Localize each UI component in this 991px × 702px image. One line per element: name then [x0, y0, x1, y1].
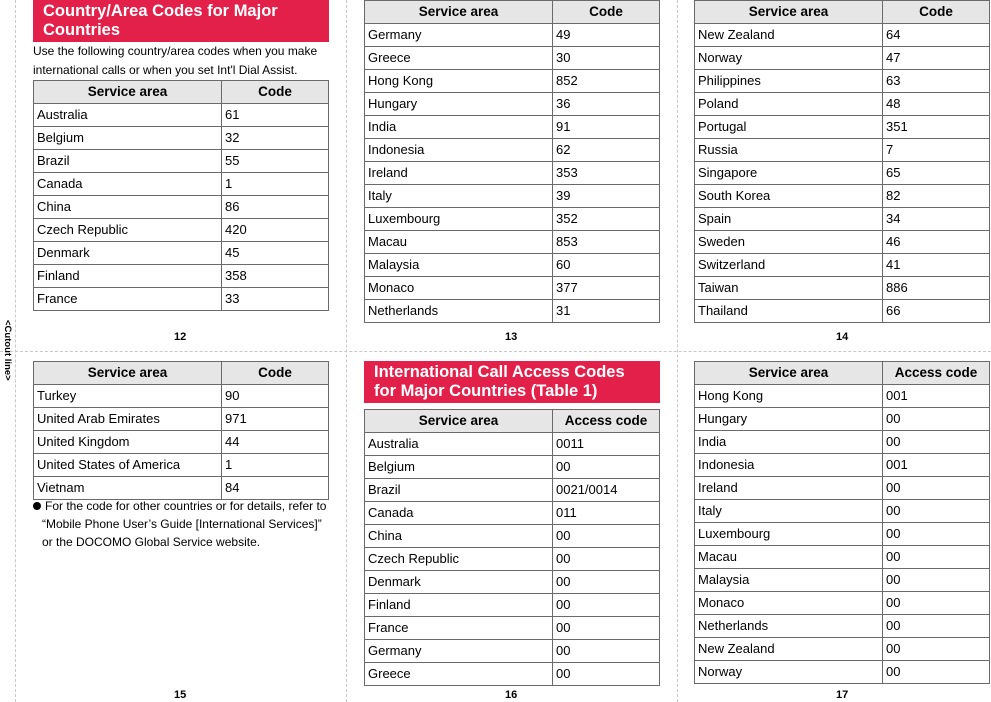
service-area-cell: New Zealand [695, 24, 883, 47]
cut-guide-horizontal [0, 351, 991, 352]
access-code-cell: 00 [883, 661, 990, 684]
code-cell: 358 [222, 265, 329, 288]
service-area-cell: China [365, 525, 553, 548]
code-cell: 82 [883, 185, 990, 208]
service-area-cell: Hungary [365, 93, 553, 116]
service-area-cell: Macau [365, 231, 553, 254]
service-area-cell: Luxembourg [365, 208, 553, 231]
code-cell: 377 [553, 277, 660, 300]
table-row [695, 24, 990, 47]
table-row [365, 185, 660, 208]
table-header-row [695, 1, 990, 24]
service-area-cell: Switzerland [695, 254, 883, 277]
table-row [34, 265, 329, 288]
service-area-cell: Canada [365, 502, 553, 525]
table-row [695, 431, 990, 454]
access-code-cell: 00 [553, 617, 660, 640]
table-row [365, 548, 660, 571]
table-row [695, 408, 990, 431]
code-cell: 41 [883, 254, 990, 277]
access-code-cell: 00 [883, 431, 990, 454]
code-cell: 351 [883, 116, 990, 139]
access-code-cell: 00 [553, 663, 660, 686]
service-area-cell: Netherlands [695, 615, 883, 638]
country-codes-table-p14 [694, 0, 990, 323]
cutout-line-label: <Cutout line> [2, 320, 13, 381]
table-row [365, 93, 660, 116]
service-area-cell: Hong Kong [695, 385, 883, 408]
service-area-cell: Czech Republic [34, 219, 222, 242]
code-cell: 853 [553, 231, 660, 254]
service-area-cell: Belgium [365, 456, 553, 479]
service-area-cell: United States of America [34, 454, 222, 477]
code-cell: 90 [222, 385, 329, 408]
table-row [695, 139, 990, 162]
code-cell: 30 [553, 47, 660, 70]
access-code-cell: 00 [883, 523, 990, 546]
table-row [365, 254, 660, 277]
country-codes-table-p15 [33, 361, 329, 500]
service-area-cell: Hungary [695, 408, 883, 431]
column-header-service-area: Service area [365, 1, 553, 24]
service-area-cell: India [695, 431, 883, 454]
service-area-cell: Monaco [365, 277, 553, 300]
code-cell: 55 [222, 150, 329, 173]
column-header-service-area: Service area [34, 81, 222, 104]
table-row [695, 385, 990, 408]
column-header-code: Code [222, 362, 329, 385]
table-row [34, 431, 329, 454]
service-area-cell: Macau [695, 546, 883, 569]
table-row [365, 663, 660, 686]
code-cell: 852 [553, 70, 660, 93]
service-area-cell: Italy [365, 185, 553, 208]
service-area-cell: Ireland [365, 162, 553, 185]
table-row [695, 208, 990, 231]
code-cell: 60 [553, 254, 660, 277]
table-row [365, 231, 660, 254]
service-area-cell: Finland [34, 265, 222, 288]
code-cell: 352 [553, 208, 660, 231]
column-header-service-area: Service area [695, 362, 883, 385]
page-number-14: 14 [836, 331, 849, 343]
table-header-row [34, 362, 329, 385]
table-row [695, 47, 990, 70]
page-number-17: 17 [836, 689, 849, 701]
service-area-cell: Australia [365, 433, 553, 456]
table-row [34, 385, 329, 408]
service-area-cell: Finland [365, 594, 553, 617]
code-cell: 84 [222, 477, 329, 500]
table-row [365, 571, 660, 594]
table-row [34, 196, 329, 219]
access-code-cell: 00 [883, 569, 990, 592]
table-row [34, 219, 329, 242]
country-codes-table-p12 [33, 80, 329, 311]
service-area-cell: Poland [695, 93, 883, 116]
table-row [695, 300, 990, 323]
table-row [365, 640, 660, 663]
service-area-cell: France [34, 288, 222, 311]
table-row [365, 456, 660, 479]
service-area-cell: Philippines [695, 70, 883, 93]
access-codes-title: International Call Access Codes for Major Countries (Table 1) [364, 361, 660, 403]
column-header-access-code: Access code [883, 362, 990, 385]
column-header-code: Code [553, 1, 660, 24]
table-row [34, 242, 329, 265]
table-row [695, 546, 990, 569]
table-row [365, 162, 660, 185]
table-header-row [695, 362, 990, 385]
service-area-cell: Malaysia [365, 254, 553, 277]
service-area-cell: Brazil [365, 479, 553, 502]
service-area-cell: Malaysia [695, 569, 883, 592]
service-area-cell: Italy [695, 500, 883, 523]
table-row [695, 638, 990, 661]
table-row [695, 661, 990, 684]
access-code-cell: 0021/0014 [553, 479, 660, 502]
table-header-row [365, 1, 660, 24]
page-number-12: 12 [174, 331, 187, 343]
service-area-cell: Germany [365, 640, 553, 663]
code-cell: 63 [883, 70, 990, 93]
service-area-cell: Thailand [695, 300, 883, 323]
code-cell: 64 [883, 24, 990, 47]
note-text: For the code for other countries or for details, refer to “Mobile Phone User’s Guide [International Services]” or the DOCOMO Global Service website. [42, 499, 327, 549]
table-row [695, 569, 990, 592]
code-cell: 33 [222, 288, 329, 311]
code-cell: 91 [553, 116, 660, 139]
table-row [365, 70, 660, 93]
service-area-cell: Denmark [34, 242, 222, 265]
service-area-cell: Turkey [34, 385, 222, 408]
access-code-cell: 00 [883, 546, 990, 569]
table-row [695, 116, 990, 139]
code-cell: 46 [883, 231, 990, 254]
access-code-cell: 00 [883, 408, 990, 431]
service-area-cell: Norway [695, 47, 883, 70]
code-cell: 49 [553, 24, 660, 47]
page-number-15: 15 [174, 689, 187, 701]
code-cell: 36 [553, 93, 660, 116]
table-row [695, 500, 990, 523]
table-row [34, 104, 329, 127]
access-code-cell: 0011 [553, 433, 660, 456]
table-row [695, 454, 990, 477]
service-area-cell: Indonesia [365, 139, 553, 162]
table-row [695, 185, 990, 208]
service-area-cell: Germany [365, 24, 553, 47]
code-cell: 45 [222, 242, 329, 265]
code-cell: 39 [553, 185, 660, 208]
access-code-cell: 00 [883, 477, 990, 500]
table-row [365, 617, 660, 640]
service-area-cell: France [365, 617, 553, 640]
table-row [695, 477, 990, 500]
table-row [695, 254, 990, 277]
access-codes-table-p16 [364, 409, 660, 686]
service-area-cell: China [34, 196, 222, 219]
service-area-cell: Indonesia [695, 454, 883, 477]
code-cell: 48 [883, 93, 990, 116]
table-row [365, 47, 660, 70]
service-area-cell: Ireland [695, 477, 883, 500]
service-area-cell: Monaco [695, 592, 883, 615]
code-cell: 1 [222, 454, 329, 477]
service-area-cell: Luxembourg [695, 523, 883, 546]
service-area-cell: Russia [695, 139, 883, 162]
table-row [365, 300, 660, 323]
code-cell: 420 [222, 219, 329, 242]
note [33, 497, 333, 551]
service-area-cell: United Arab Emirates [34, 408, 222, 431]
country-codes-title: Country/Area Codes for Major Countries [33, 0, 329, 42]
access-code-cell: 00 [553, 571, 660, 594]
country-codes-intro: Use the following country/area codes when you make international calls or when you set Int'l Dial Assist. [33, 44, 318, 77]
service-area-cell: Greece [365, 47, 553, 70]
table-row [365, 139, 660, 162]
code-cell: 32 [222, 127, 329, 150]
code-cell: 353 [553, 162, 660, 185]
access-code-cell: 001 [883, 385, 990, 408]
service-area-cell: Netherlands [365, 300, 553, 323]
table-row [34, 454, 329, 477]
service-area-cell: New Zealand [695, 638, 883, 661]
table-row [365, 277, 660, 300]
service-area-cell: Sweden [695, 231, 883, 254]
column-header-service-area: Service area [365, 410, 553, 433]
table-row [695, 162, 990, 185]
table-row [695, 277, 990, 300]
code-cell: 34 [883, 208, 990, 231]
table-row [365, 24, 660, 47]
service-area-cell: Portugal [695, 116, 883, 139]
table-row [695, 523, 990, 546]
table-row [365, 116, 660, 139]
access-code-cell: 00 [553, 456, 660, 479]
service-area-cell: Greece [365, 663, 553, 686]
access-code-cell: 00 [883, 615, 990, 638]
table-row [34, 288, 329, 311]
table-row [695, 615, 990, 638]
service-area-cell: Australia [34, 104, 222, 127]
service-area-cell: Denmark [365, 571, 553, 594]
code-cell: 62 [553, 139, 660, 162]
service-area-cell: South Korea [695, 185, 883, 208]
access-code-cell: 00 [553, 548, 660, 571]
column-header-code: Code [883, 1, 990, 24]
column-header-access-code: Access code [553, 410, 660, 433]
code-cell: 66 [883, 300, 990, 323]
code-cell: 47 [883, 47, 990, 70]
service-area-cell: Canada [34, 173, 222, 196]
table-row [365, 433, 660, 456]
table-row [695, 231, 990, 254]
column-header-service-area: Service area [34, 362, 222, 385]
page-number-16: 16 [505, 689, 518, 701]
service-area-cell: Vietnam [34, 477, 222, 500]
table-row [365, 502, 660, 525]
service-area-cell: United Kingdom [34, 431, 222, 454]
access-code-cell: 001 [883, 454, 990, 477]
table-row [365, 525, 660, 548]
bullet-icon [33, 502, 41, 510]
service-area-cell: Czech Republic [365, 548, 553, 571]
service-area-cell: Taiwan [695, 277, 883, 300]
table-row [34, 150, 329, 173]
code-cell: 86 [222, 196, 329, 219]
access-code-cell: 00 [883, 592, 990, 615]
table-row [695, 592, 990, 615]
table-row [365, 479, 660, 502]
service-area-cell: Singapore [695, 162, 883, 185]
code-cell: 971 [222, 408, 329, 431]
access-code-cell: 00 [883, 638, 990, 661]
access-code-cell: 00 [553, 594, 660, 617]
table-header-row [34, 81, 329, 104]
service-area-cell: Brazil [34, 150, 222, 173]
code-cell: 44 [222, 431, 329, 454]
table-row [365, 208, 660, 231]
service-area-cell: Norway [695, 661, 883, 684]
country-codes-table-p13 [364, 0, 660, 323]
table-row [365, 594, 660, 617]
table-row [34, 408, 329, 431]
table-row [34, 127, 329, 150]
code-cell: 61 [222, 104, 329, 127]
service-area-cell: India [365, 116, 553, 139]
service-area-cell: Belgium [34, 127, 222, 150]
access-code-cell: 00 [553, 640, 660, 663]
table-header-row [365, 410, 660, 433]
service-area-cell: Hong Kong [365, 70, 553, 93]
table-row [695, 93, 990, 116]
access-code-cell: 00 [553, 525, 660, 548]
access-codes-table-p17 [694, 361, 990, 684]
page-number-13: 13 [505, 331, 518, 343]
code-cell: 1 [222, 173, 329, 196]
table-row [34, 173, 329, 196]
service-area-cell: Spain [695, 208, 883, 231]
column-header-service-area: Service area [695, 1, 883, 24]
access-code-cell: 011 [553, 502, 660, 525]
access-code-cell: 00 [883, 500, 990, 523]
table-row [695, 70, 990, 93]
column-header-code: Code [222, 81, 329, 104]
code-cell: 886 [883, 277, 990, 300]
code-cell: 7 [883, 139, 990, 162]
code-cell: 65 [883, 162, 990, 185]
code-cell: 31 [553, 300, 660, 323]
